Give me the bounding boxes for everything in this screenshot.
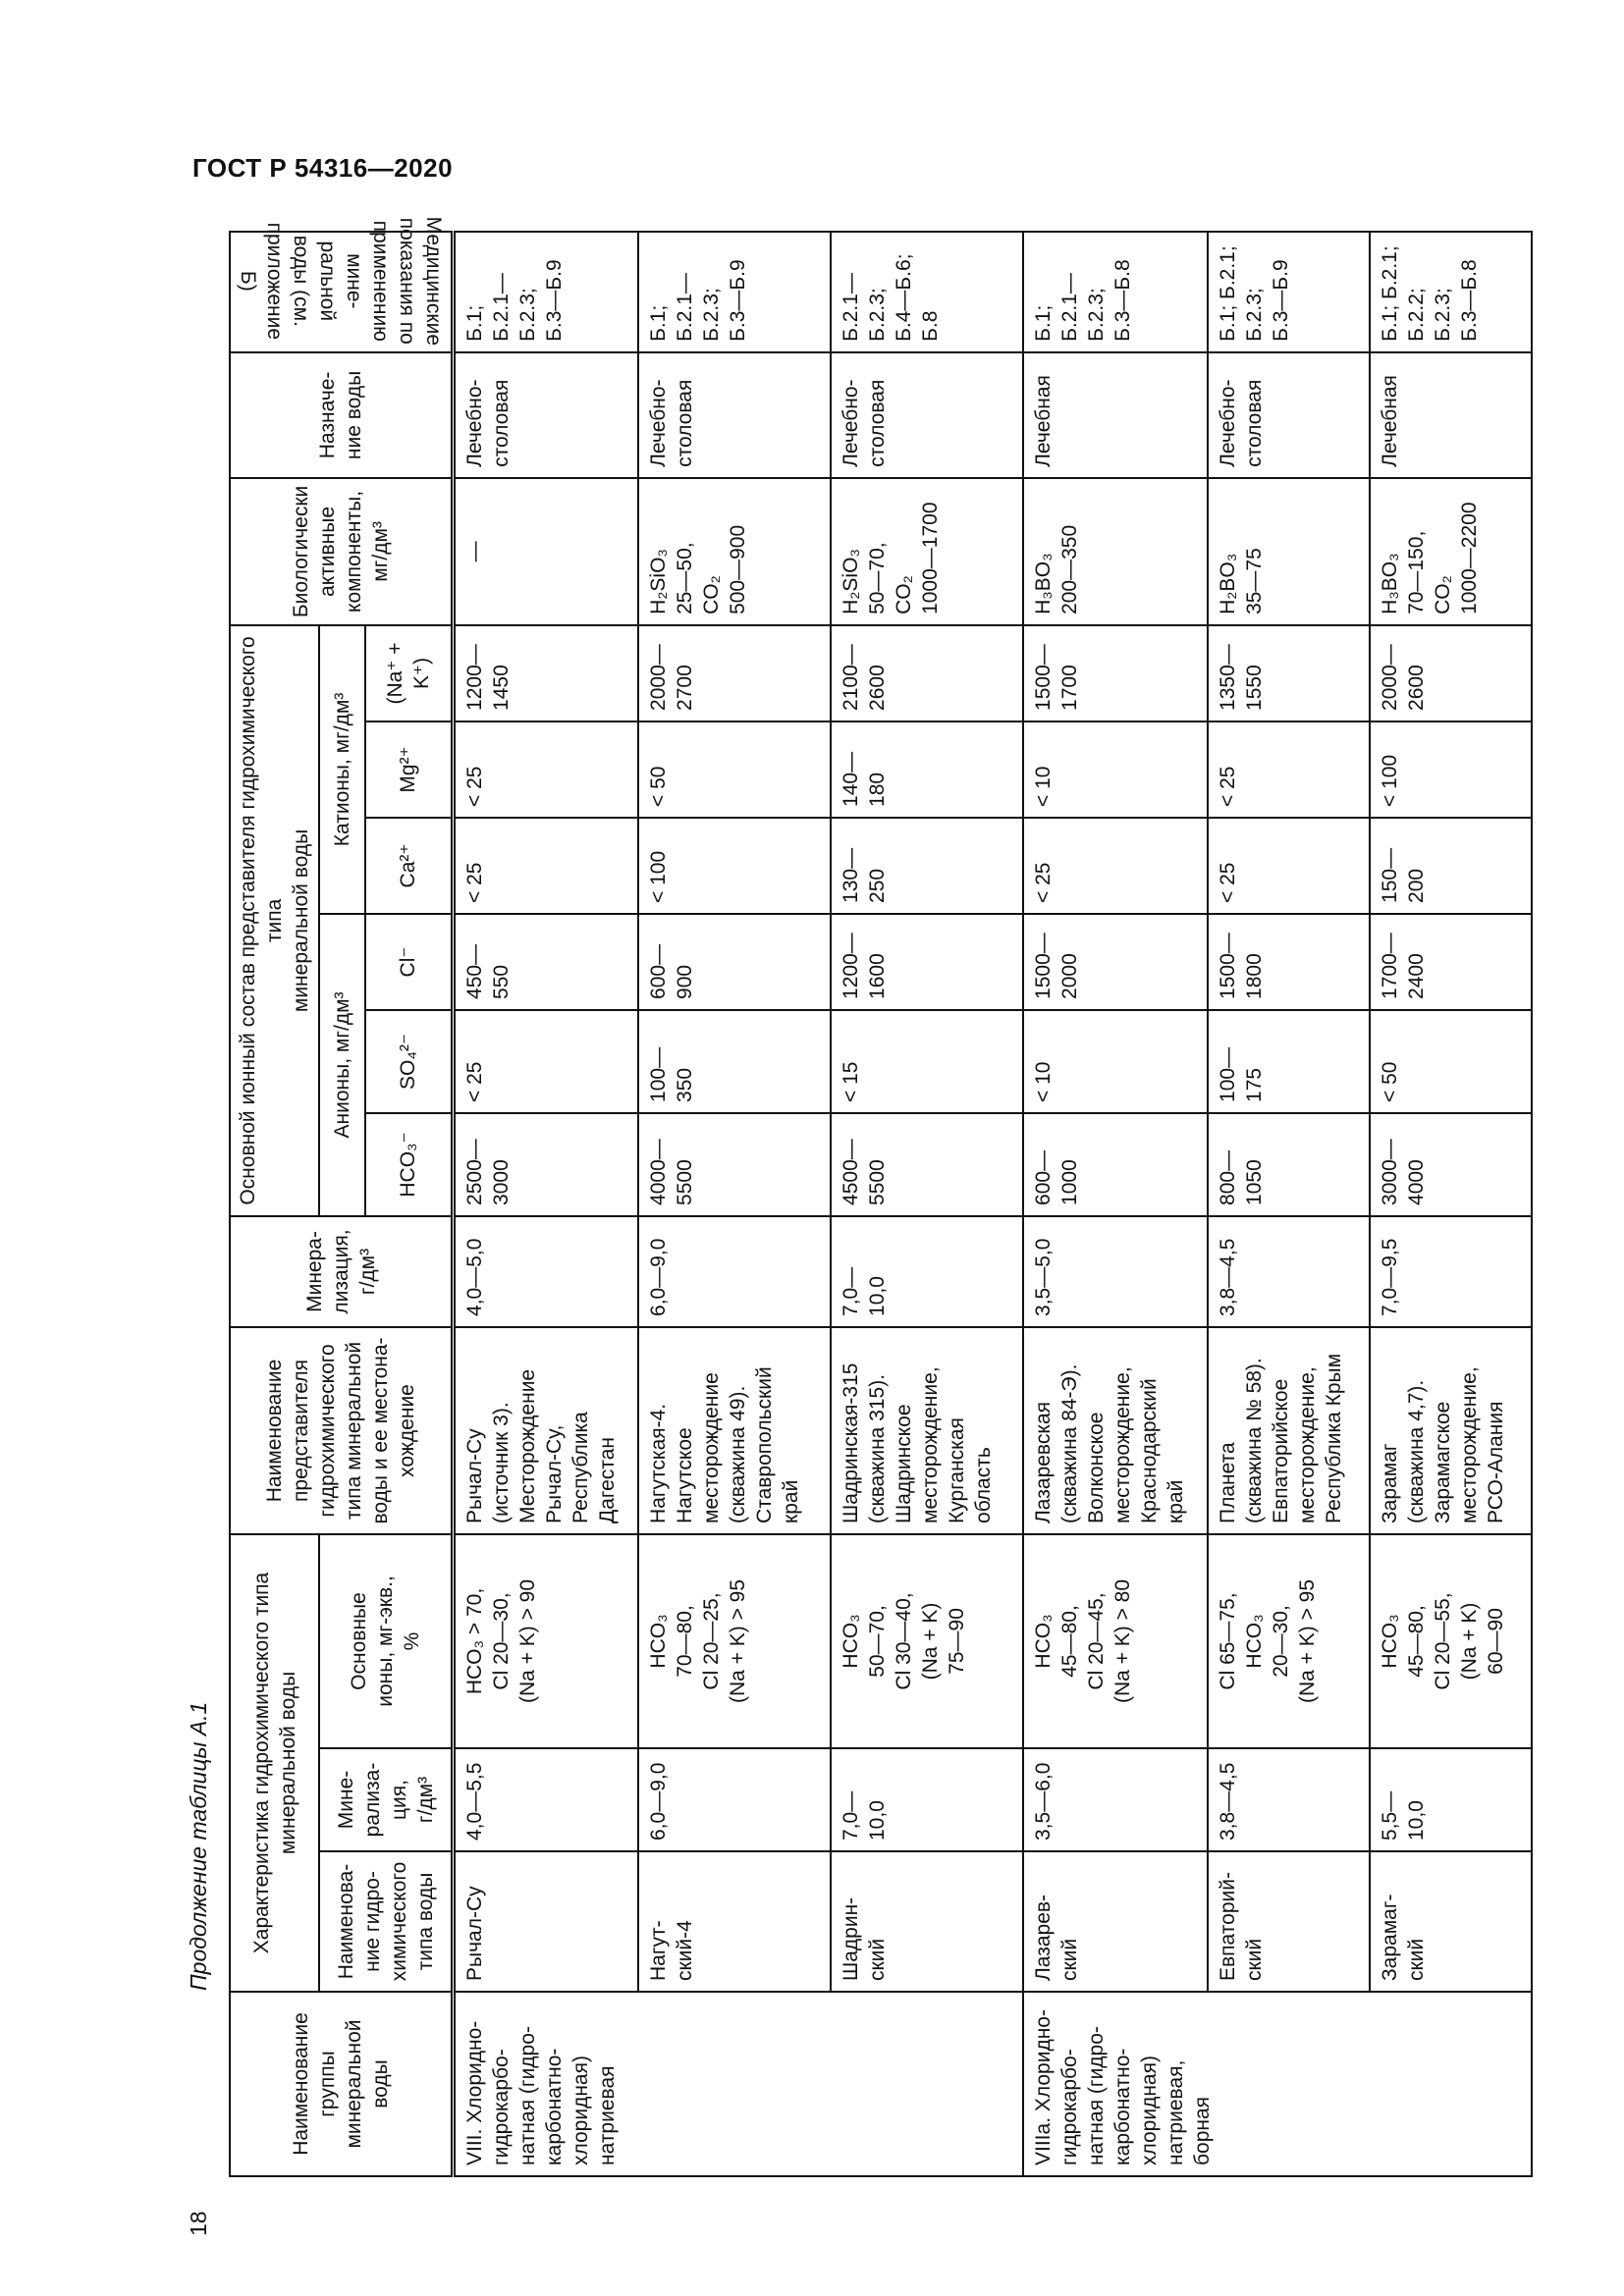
cell-type-min: 3,8—4,5: [1208, 1748, 1370, 1851]
header-main-ions: Основные ионы, мг-экв., %: [319, 1534, 454, 1748]
cell-so4: < 10: [1023, 1010, 1208, 1113]
cell-rep-name: Шадринская-315 (скважина 315). Шадринское месторождение, Курганская область: [831, 1327, 1023, 1534]
table-row: [1023, 232, 1208, 2176]
cell-bio: —: [454, 478, 638, 625]
cell-hco3: 600— 1000: [1023, 1113, 1208, 1216]
cell-bio: H₃BO₃ 70—150, CO₂ 1000—2200: [1370, 478, 1532, 625]
cell-ca: 150— 200: [1370, 818, 1532, 914]
cell-medical: Б.1; Б.2.1— Б.2.3; Б.3—Б.9: [638, 232, 831, 352]
header-anions: Анионы, мг/дм³: [319, 914, 365, 1216]
header-representative-name: Наименование представителя гидрохимического типа минеральной воды и ее местона- хождение: [230, 1327, 454, 1534]
cell-hco3: 3000— 4000: [1370, 1113, 1532, 1216]
cell-na: 2000— 2600: [1370, 625, 1532, 721]
cell-mg: < 50: [638, 721, 831, 818]
header-representative-mineralization: Минера- лизация, г/дм³: [230, 1216, 454, 1327]
table-row: [638, 232, 831, 2176]
cell-mg: < 10: [1023, 721, 1208, 818]
cell-purpose: Лечебно- столовая: [831, 352, 1023, 478]
cell-cl: 1200— 1600: [831, 914, 1023, 1010]
cell-type-min: 3,5—6,0: [1023, 1748, 1208, 1851]
header-mg: Mg²⁺: [365, 721, 454, 818]
header-ion-composition: Основной ионный состав представителя гидрохимического типа минеральной воды: [230, 625, 319, 1216]
header-bioactive-components: Биологически активные компоненты, мг/дм³: [230, 478, 454, 625]
cell-hco3: 4500— 5500: [831, 1113, 1023, 1216]
cell-rep-min: 3,5—5,0: [1023, 1216, 1208, 1327]
cell-type-name: Шадрин- ский: [831, 1851, 1023, 1992]
cell-purpose: Лечебная: [1370, 352, 1532, 478]
header-characteristics: Характеристика гидрохимического типа минеральной воды: [230, 1534, 319, 1992]
cell-so4: 100— 350: [638, 1010, 831, 1113]
cell-purpose: Лечебно- столовая: [454, 352, 638, 478]
header-ca: Ca²⁺: [365, 818, 454, 914]
cell-bio: H₂SiO₃ 50—70, CO₂ 1000—1700: [831, 478, 1023, 625]
group-name-cell: VIII. Хлоридно- гидрокарбо- натная (гидро- карбонатно- хлоридная) натриевая: [454, 1992, 1023, 2176]
cell-mg: 140— 180: [831, 721, 1023, 818]
cell-medical: Б.2.1— Б.2.3; Б.4—Б.6; Б.8: [831, 232, 1023, 352]
cell-ca: < 100: [638, 818, 831, 914]
cell-ca: < 25: [454, 818, 638, 914]
cell-so4: < 15: [831, 1010, 1023, 1113]
header-na-k: (Na⁺ + K⁺): [365, 625, 454, 721]
cell-purpose: Лечебно- столовая: [1208, 352, 1370, 478]
cell-main-ions: HCO₃ 45—80, Cl 20—55, (Na + K) 60—90: [1370, 1534, 1532, 1748]
cell-na: 1200— 1450: [454, 625, 638, 721]
cell-type-min: 5,5— 10,0: [1370, 1748, 1532, 1851]
table-row: [1370, 232, 1532, 2176]
cell-cl: 450— 550: [454, 914, 638, 1010]
cell-cl: 600— 900: [638, 914, 831, 1010]
cell-hco3: 800— 1050: [1208, 1113, 1370, 1216]
cell-type-name: Евпаторий- ский: [1208, 1851, 1370, 1992]
cell-so4: < 25: [454, 1010, 638, 1113]
cell-mg: < 100: [1370, 721, 1532, 818]
cell-rep-name: Нагутская-4. Нагутское месторождение (скважина 49). Ставропольский край: [638, 1327, 831, 1534]
table-row: [831, 232, 1023, 2176]
cell-na: 2000— 2700: [638, 625, 831, 721]
cell-type-name: Зарамаг- ский: [1370, 1851, 1532, 1992]
header-group-name: Наименование группы минеральной воды: [230, 1992, 454, 2176]
cell-medical: Б.1; Б.2.1— Б.2.3; Б.3—Б.9: [454, 232, 638, 352]
document-title: ГОСТ Р 54316—2020: [192, 153, 454, 183]
cell-rep-min: 6,0—9,0: [638, 1216, 831, 1327]
cell-cl: 1700— 2400: [1370, 914, 1532, 1010]
cell-ca: < 25: [1208, 818, 1370, 914]
cell-rep-name: Лазаревская (скважина 84-Э). Волконское месторождение, Краснодарский край: [1023, 1327, 1208, 1534]
cell-ca: < 25: [1023, 818, 1208, 914]
group-name-cell: VIIIa. Хлоридно- гидрокарбо- натная (гидро- карбонатно- хлоридная) натриевая, борная: [1023, 1992, 1532, 2176]
cell-main-ions: HCO₃ 50—70, Cl 30—40, (Na + K) 75—90: [831, 1534, 1023, 1748]
cell-ca: 130— 250: [831, 818, 1023, 914]
header-cl: Cl⁻: [365, 914, 454, 1010]
header-type-name: Наименова- ние гидро- химического типа воды: [319, 1851, 454, 1992]
cell-hco3: 2500— 3000: [454, 1113, 638, 1216]
cell-bio: H₂SiO₃ 25—50, CO₂ 500—900: [638, 478, 831, 625]
cell-main-ions: HCO₃ 70—80, Cl 20—25, (Na + K) > 95: [638, 1534, 831, 1748]
cell-so4: < 50: [1370, 1010, 1532, 1113]
header-purpose: Назначе- ние воды: [230, 352, 454, 478]
cell-rep-min: 3,8—4,5: [1208, 1216, 1370, 1327]
cell-main-ions: Cl 65—75, HCO₃ 20—30, (Na + K) > 95: [1208, 1534, 1370, 1748]
cell-medical: Б.1; Б.2.1— Б.2.3; Б.3—Б.8: [1023, 232, 1208, 352]
cell-bio: H₂BO₃ 35—75: [1208, 478, 1370, 625]
cell-mg: < 25: [1208, 721, 1370, 818]
header-type-mineralization: Мине- рализа- ция, г/дм³: [319, 1748, 454, 1851]
rotated-table-page: [186, 216, 1514, 2236]
cell-type-name: Лазарев- ский: [1023, 1851, 1208, 1992]
header-medical-indications: [230, 216, 454, 352]
cell-type-min: 6,0—9,0: [638, 1748, 831, 1851]
cell-mg: < 25: [454, 721, 638, 818]
cell-type-min: 4,0—5,5: [454, 1748, 638, 1851]
header-hco3: HCO₃⁻: [365, 1113, 454, 1216]
cell-rep-min: 4,0—5,0: [454, 1216, 638, 1327]
header-medical-indications-text: Медицинские показания по применению мине- ральной воды (см. приложение Б): [237, 216, 445, 346]
cell-type-min: 7,0— 10,0: [831, 1748, 1023, 1851]
page-number: 18: [186, 2211, 211, 2236]
cell-cl: 1500— 2000: [1023, 914, 1208, 1010]
cell-na: 1350— 1550: [1208, 625, 1370, 721]
cell-na: 2100— 2600: [831, 625, 1023, 721]
cell-medical: Б.1; Б.2.1; Б.2.3; Б.3—Б.9: [1208, 232, 1370, 352]
cell-type-name: Нагут- ский-4: [638, 1851, 831, 1992]
cell-rep-name: Планета (скважина № 58). Евпаторийское месторождение, Республика Крым: [1208, 1327, 1370, 1534]
cell-purpose: Лечебная: [1023, 352, 1208, 478]
table-caption: Продолжение таблицы А.1: [186, 1701, 211, 1991]
table-row: [1208, 232, 1370, 2176]
table-row: [454, 232, 638, 2176]
cell-main-ions: HCO₃ 45—80, Cl 20—45, (Na + K) > 80: [1023, 1534, 1208, 1748]
mineral-water-table: [229, 216, 1533, 2177]
cell-na: 1500— 1700: [1023, 625, 1208, 721]
table-body: [454, 232, 1532, 2176]
header-cations: Катионы, мг/дм³: [319, 625, 365, 914]
cell-medical: Б.1; Б.2.1; Б.2.2; Б.2.3; Б.3—Б.8: [1370, 232, 1532, 352]
cell-purpose: Лечебно- столовая: [638, 352, 831, 478]
cell-rep-min: 7,0—9,5: [1370, 1216, 1532, 1327]
cell-type-name: Рычал-Су: [454, 1851, 638, 1992]
cell-main-ions: HCO₃ > 70, Cl 20—30, (Na + K) > 90: [454, 1534, 638, 1748]
cell-hco3: 4000— 5500: [638, 1113, 831, 1216]
cell-bio: H₃BO₃ 200—350: [1023, 478, 1208, 625]
cell-rep-min: 7,0— 10,0: [831, 1216, 1023, 1327]
cell-rep-name: Рычал-Су (источник 3). Месторождение Рычал-Су, Республика Дагестан: [454, 1327, 638, 1534]
cell-cl: 1500— 1800: [1208, 914, 1370, 1010]
header-so4: SO₄²⁻: [365, 1010, 454, 1113]
cell-so4: 100— 175: [1208, 1010, 1370, 1113]
cell-rep-name: Зарамаг (скважина 4,7). Зарамагское месторождение, РСО-Алания: [1370, 1327, 1532, 1534]
